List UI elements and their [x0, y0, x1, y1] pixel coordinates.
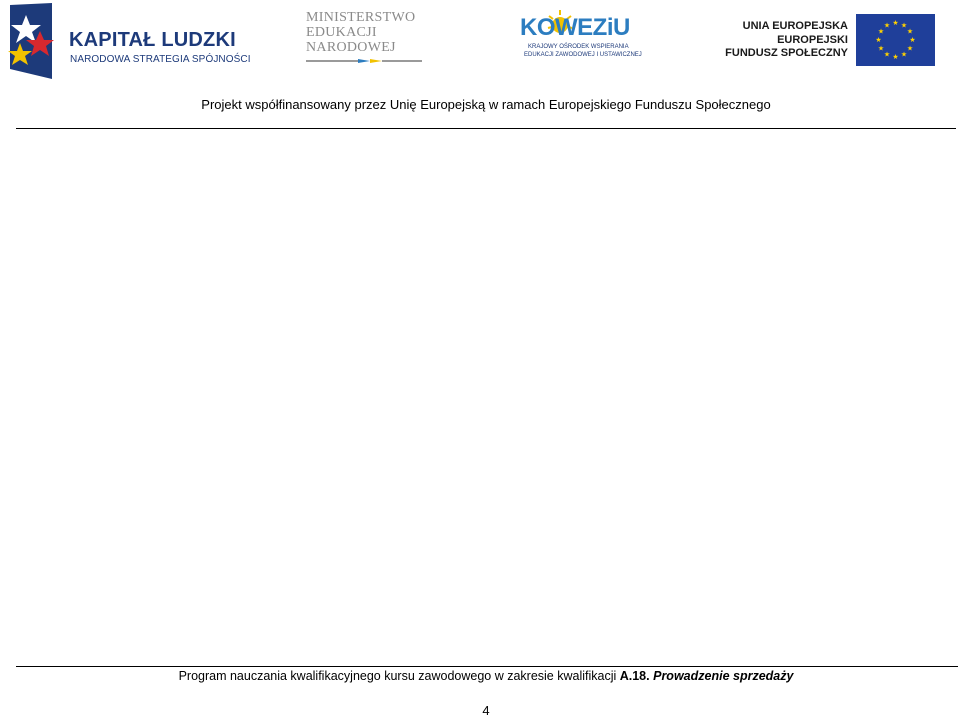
footer-divider [16, 666, 958, 667]
kapital-ludzki-logo [6, 3, 251, 81]
logo-bar [0, 0, 960, 90]
ministerstwo-line3: NARODOWEJ [306, 40, 396, 55]
header-divider [16, 128, 956, 129]
footer-program-line [0, 669, 960, 683]
svg-text:★: ★ [900, 50, 908, 59]
svg-text:★: ★ [906, 44, 914, 53]
ministerstwo-line2: EDUKACJI [306, 25, 377, 40]
svg-text:★: ★ [883, 21, 891, 30]
koweziu-name: KOWEZiU [520, 14, 630, 41]
koweziu-logo [518, 6, 648, 68]
svg-text:★: ★ [900, 21, 908, 30]
footer-qualification-name: Prowadzenie sprzedaży [653, 669, 794, 683]
kapital-ludzki-subtitle: NARODOWA STRATEGIA SPÓJNOŚCI [70, 54, 251, 65]
svg-text:★: ★ [892, 53, 899, 61]
eu-line3: FUNDUSZ SPOŁECZNY [725, 47, 848, 59]
footer-program-prefix: Program nauczania kwalifikacyjnego kursu zawodowego w zakresie kwalifikacji [178, 669, 620, 683]
koweziu-line1: KRAJOWY OŚRODEK WSPIERANIA [528, 44, 629, 50]
svg-text:★: ★ [883, 50, 891, 59]
kapital-ludzki-emblem-icon [6, 3, 66, 81]
ministerstwo-stripe-icon [306, 58, 422, 64]
eu-line2: EUROPEJSKI [777, 34, 848, 46]
project-funding-text: Projekt współfinansowany przez Unię Europejską w ramach Europejskiego Funduszu Społecznego [201, 97, 771, 112]
svg-text:★: ★ [875, 36, 882, 44]
svg-text:★: ★ [892, 19, 899, 27]
eu-flag-icon [856, 14, 935, 66]
ministerstwo-line1: MINISTERSTWO [306, 10, 416, 25]
svg-text:★: ★ [877, 44, 885, 53]
svg-text:★: ★ [906, 27, 914, 36]
svg-text:★: ★ [877, 27, 885, 36]
footer-qualification-code: A.18. [619, 669, 650, 683]
kapital-ludzki-title: KAPITAŁ LUDZKI [69, 29, 236, 51]
ministerstwo-logo [300, 10, 430, 70]
koweziu-line2: EDUKACJI ZAWODOWEJ I USTAWICZNEJ [524, 52, 642, 58]
page-number: 4 [482, 703, 490, 718]
eu-line1: UNIA EUROPEJSKA [742, 20, 848, 32]
svg-text:★: ★ [909, 36, 916, 44]
eu-logo [725, 14, 938, 66]
